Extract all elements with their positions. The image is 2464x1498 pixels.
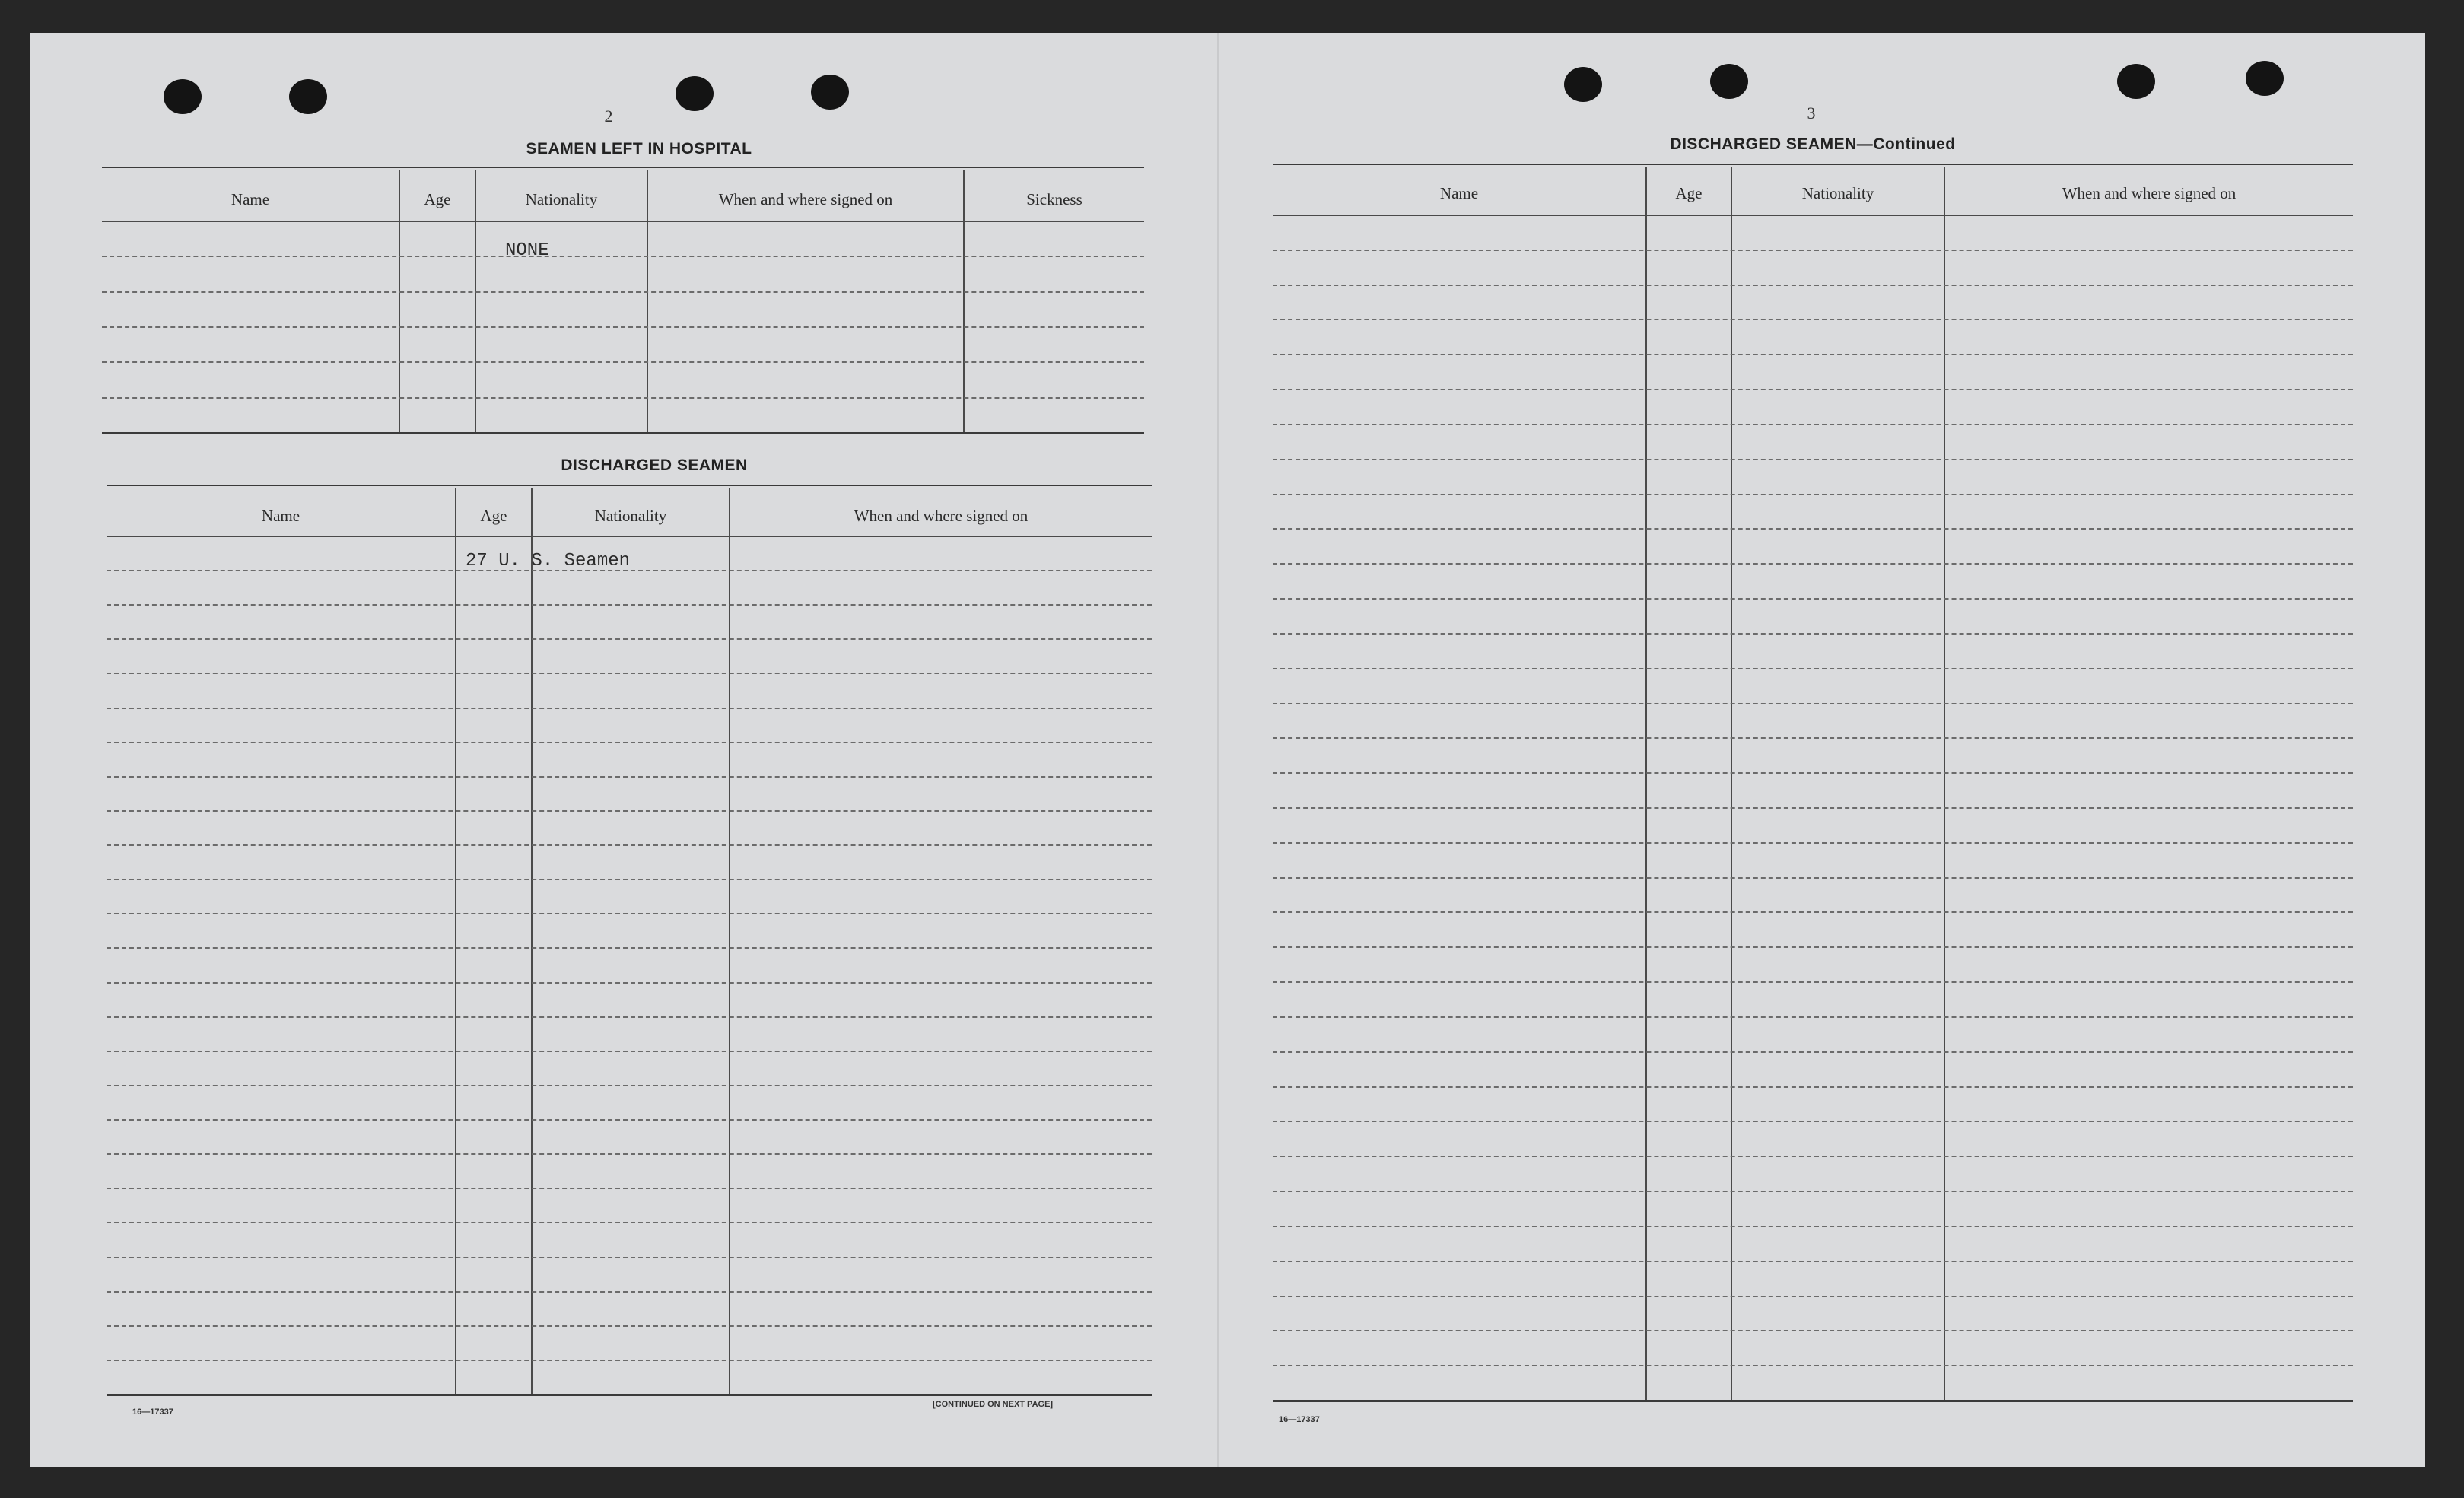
- row-rule: [107, 810, 1152, 812]
- row-rule: [1273, 1051, 2353, 1053]
- row-rule: [107, 982, 1152, 984]
- row-rule: [107, 879, 1152, 880]
- col-header-signed-on: When and where signed on: [2062, 184, 2237, 202]
- row-rule: [1273, 877, 2353, 879]
- row-rule: [1273, 946, 2353, 948]
- col-header-sickness: Sickness: [1026, 190, 1083, 208]
- row-rule: [1273, 424, 2353, 425]
- row-rule: [107, 1119, 1152, 1121]
- row-rule: [1273, 1121, 2353, 1122]
- row-rule: [1273, 807, 2353, 809]
- row-rule: [102, 397, 1144, 399]
- row-rule: [1273, 319, 2353, 320]
- row-rule: [1273, 772, 2353, 774]
- section-title-suffix: —Continued: [1856, 135, 1956, 153]
- row-rule: [107, 1188, 1152, 1189]
- page-number: 2: [604, 107, 613, 126]
- row-rule: [102, 256, 1144, 257]
- row-rule: [1273, 494, 2353, 495]
- discharged-continued-title: [1509, 135, 2117, 154]
- col-header-name: Name: [1439, 184, 1479, 202]
- discharged-section-title: DISCHARGED SEAMEN: [561, 456, 748, 474]
- row-rule: [1273, 633, 2353, 635]
- col-header-age: Age: [480, 507, 507, 525]
- continued-note: [CONTINUED ON NEXT PAGE]: [933, 1400, 1054, 1409]
- discharged-continued-rows: [1273, 215, 2353, 1400]
- row-rule: [107, 1222, 1152, 1223]
- row-rule: [107, 776, 1152, 778]
- hospital-entry: NONE: [505, 240, 549, 261]
- row-rule: [1273, 459, 2353, 460]
- col-header-name: Name: [261, 507, 300, 525]
- hospital-rows: [102, 221, 1144, 432]
- row-rule: [102, 326, 1144, 328]
- row-rule: [107, 708, 1152, 709]
- row-rule: [1273, 285, 2353, 286]
- row-rule: [1273, 911, 2353, 913]
- row-rule: [107, 638, 1152, 640]
- row-rule: [1273, 598, 2353, 600]
- row-rule: [107, 1016, 1152, 1018]
- row-rule: [107, 742, 1152, 743]
- col-header-name: Name: [231, 190, 270, 208]
- row-rule: [1273, 842, 2353, 844]
- page-number: 3: [1807, 103, 1816, 122]
- col-header-age: Age: [1675, 184, 1703, 202]
- row-rule: [107, 1325, 1152, 1327]
- row-rule: [1273, 1086, 2353, 1088]
- row-rule: [1273, 389, 2353, 390]
- row-rule: [1273, 1365, 2353, 1366]
- col-header-signed-on: When and where signed on: [854, 507, 1029, 525]
- row-rule: [1273, 703, 2353, 704]
- row-rule: [102, 291, 1144, 293]
- col-header-nationality: Nationality: [1801, 184, 1874, 202]
- row-rule: [107, 1291, 1152, 1293]
- row-rule: [107, 1051, 1152, 1052]
- form-number: 16—17337: [132, 1407, 173, 1417]
- row-rule: [1273, 1261, 2353, 1262]
- row-rule: [102, 361, 1144, 363]
- row-rule: [1273, 1226, 2353, 1227]
- left-page: [30, 33, 1217, 1467]
- row-rule: [1273, 737, 2353, 739]
- document-sheet: [30, 33, 2425, 1467]
- row-rule: [107, 604, 1152, 606]
- section-title: DISCHARGED SEAMEN: [1670, 135, 1857, 153]
- row-rule: [1273, 1156, 2353, 1157]
- hospital-table: [102, 167, 1144, 434]
- row-rule: [107, 1257, 1152, 1258]
- row-rule: [107, 1153, 1152, 1155]
- discharged-table: [107, 485, 1152, 1396]
- col-header-nationality: Nationality: [594, 507, 667, 525]
- discharged-rows: [107, 536, 1152, 1394]
- discharged-entry: 27 U. S. Seamen: [466, 551, 631, 571]
- col-header-age: Age: [424, 190, 451, 208]
- col-header-signed-on: When and where signed on: [718, 190, 893, 208]
- row-rule: [1273, 981, 2353, 983]
- row-rule: [1273, 1330, 2353, 1331]
- row-rule: [1273, 354, 2353, 355]
- row-rule: [107, 673, 1152, 674]
- row-rule: [107, 947, 1152, 949]
- row-rule: [1273, 668, 2353, 669]
- row-rule: [107, 913, 1152, 914]
- row-rule: [1273, 250, 2353, 251]
- row-rule: [1273, 1016, 2353, 1018]
- form-number: 16—17337: [1279, 1415, 1320, 1424]
- row-rule: [107, 1085, 1152, 1086]
- discharged-continued-table: [1273, 164, 2353, 1402]
- row-rule: [107, 844, 1152, 846]
- col-header-nationality: Nationality: [525, 190, 598, 208]
- right-page: [1219, 33, 2425, 1467]
- row-rule: [1273, 528, 2353, 530]
- row-rule: [1273, 1191, 2353, 1192]
- row-rule: [1273, 1296, 2353, 1297]
- row-rule: [1273, 563, 2353, 565]
- row-rule: [107, 1360, 1152, 1361]
- hospital-section-title: SEAMEN LEFT IN HOSPITAL: [526, 140, 752, 157]
